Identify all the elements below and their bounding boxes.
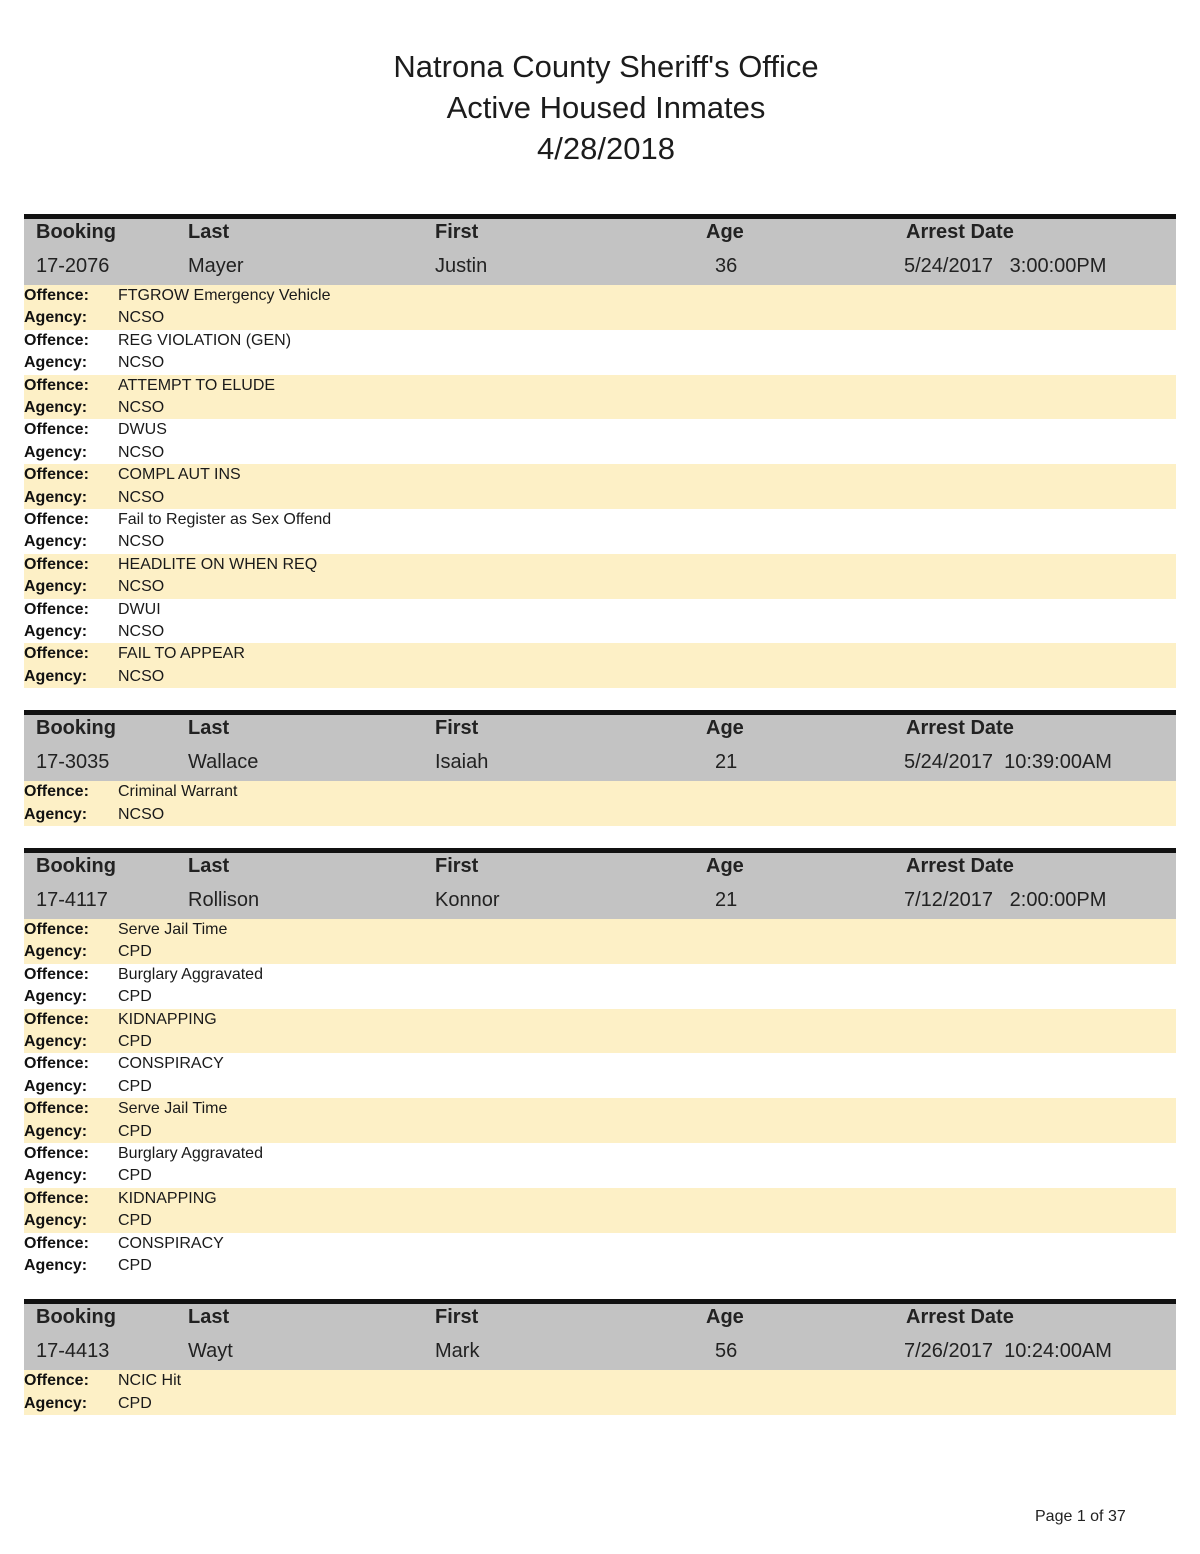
agency-line — [24, 1076, 1176, 1098]
offence-value: CONSPIRACY — [118, 1055, 224, 1073]
agency-value: CPD — [118, 943, 152, 961]
last-name-label: Last — [188, 1306, 230, 1329]
agency-line — [24, 1393, 1176, 1415]
first-name: Justin — [435, 255, 488, 277]
agency-label: Agency: — [24, 398, 88, 416]
agency-value: CPD — [118, 1122, 152, 1140]
agency-value: CPD — [118, 1077, 152, 1095]
agency-value: NCSO — [118, 309, 165, 327]
offence-label: Offence: — [24, 466, 89, 484]
record-header — [24, 214, 1176, 285]
offence-line — [24, 330, 1176, 352]
offence-line — [24, 1053, 1176, 1075]
offence-line — [24, 554, 1176, 576]
agency-label: Agency: — [24, 943, 88, 961]
agency-label: Agency: — [24, 988, 88, 1006]
charge-entry — [24, 330, 1176, 375]
offence-value: KIDNAPPING — [118, 1010, 217, 1028]
offence-label: Offence: — [24, 376, 89, 394]
last-name-label: Last — [188, 717, 230, 740]
offence-label: Offence: — [24, 1189, 89, 1207]
offence-line — [24, 375, 1176, 397]
offence-value: Serve Jail Time — [118, 920, 228, 938]
arrest-date-value: 7/26/2017 10:24:00AM — [904, 1340, 1112, 1363]
offence-value: FAIL TO APPEAR — [118, 645, 245, 663]
first-name-label: First — [435, 1306, 479, 1329]
offence-value: Criminal Warrant — [118, 783, 238, 801]
charge-entry — [24, 509, 1176, 554]
agency-line — [24, 1031, 1176, 1053]
inmate-record — [24, 710, 1176, 826]
charge-entry — [24, 964, 1176, 1009]
booking-number: 17-3035 — [36, 751, 110, 774]
agency-line — [24, 804, 1176, 826]
offence-label: Offence: — [24, 645, 89, 663]
inmate-record — [24, 848, 1176, 1277]
agency-value: CPD — [118, 988, 152, 1006]
first-name-label: First — [435, 717, 479, 740]
last-name: Mayer — [188, 255, 244, 277]
charge-entry — [24, 1053, 1176, 1098]
record-header — [24, 848, 1176, 919]
offence-value: Burglary Aggravated — [118, 1144, 263, 1162]
offence-label: Offence: — [24, 555, 89, 573]
offence-label: Offence: — [24, 920, 89, 938]
agency-line — [24, 442, 1176, 464]
agency-line — [24, 666, 1176, 688]
offence-line — [24, 1233, 1176, 1255]
offence-label: Offence: — [24, 421, 89, 439]
charge-entry — [24, 419, 1176, 464]
offence-line — [24, 599, 1176, 621]
agency-line — [24, 986, 1176, 1008]
agency-line — [24, 1255, 1176, 1277]
age-value: 56 — [715, 1340, 738, 1363]
arrest-date-value: 5/24/2017 10:39:00AM — [904, 751, 1112, 774]
offence-value: REG VIOLATION (GEN) — [118, 331, 292, 349]
booking-number: 17-4117 — [36, 888, 108, 911]
agency-label: Agency: — [24, 1212, 88, 1230]
agency-value: NCSO — [118, 667, 165, 685]
agency-value: CPD — [118, 1256, 152, 1274]
offence-line — [24, 1188, 1176, 1210]
last-name-label: Last — [188, 221, 230, 243]
agency-label: Agency: — [24, 622, 88, 640]
first-name: Isaiah — [435, 751, 489, 774]
offence-label: Offence: — [24, 1372, 89, 1390]
agency-value: NCSO — [118, 578, 165, 596]
arrest-date-label: Arrest Date — [906, 717, 1014, 740]
offence-value: Fail to Register as Sex Offend — [118, 510, 332, 528]
age-label: Age — [706, 717, 744, 740]
offence-value: ATTEMPT TO ELUDE — [118, 376, 276, 394]
offence-line — [24, 1370, 1176, 1392]
age-value: 36 — [715, 255, 738, 277]
offence-label: Offence: — [24, 600, 89, 618]
agency-label: Agency: — [24, 578, 88, 596]
age-value: 21 — [715, 888, 738, 911]
charge-entry — [24, 285, 1176, 330]
agency-line — [24, 1165, 1176, 1187]
charge-entry — [24, 375, 1176, 420]
agency-value: NCSO — [118, 443, 165, 461]
charge-entry — [24, 599, 1176, 644]
offence-label: Offence: — [24, 1100, 89, 1118]
offence-value: Serve Jail Time — [118, 1100, 228, 1118]
agency-value: CPD — [118, 1032, 152, 1050]
offence-line — [24, 419, 1176, 441]
last-name-label: Last — [188, 854, 230, 877]
offence-value: DWUI — [118, 600, 161, 618]
agency-line — [24, 621, 1176, 643]
agency-label: Agency: — [24, 1167, 88, 1185]
arrest-date-label: Arrest Date — [906, 854, 1014, 877]
arrest-date-label: Arrest Date — [906, 221, 1014, 243]
offence-line — [24, 1098, 1176, 1120]
offence-line — [24, 464, 1176, 486]
record-header — [24, 710, 1176, 781]
agency-value: NCSO — [118, 533, 165, 551]
agency-value: NCSO — [118, 354, 165, 372]
first-name-label: First — [435, 221, 479, 243]
offence-line — [24, 1143, 1176, 1165]
agency-label: Agency: — [24, 1256, 88, 1274]
last-name: Wallace — [188, 751, 259, 774]
offence-value: DWUS — [118, 421, 167, 439]
report-title: Natrona County Sheriff's Office — [393, 49, 819, 84]
offence-value: KIDNAPPING — [118, 1189, 217, 1207]
charge-entry — [24, 1143, 1176, 1188]
age-value: 21 — [715, 751, 738, 774]
age-label: Age — [706, 1306, 744, 1329]
age-label: Age — [706, 854, 744, 877]
agency-label: Agency: — [24, 443, 88, 461]
offence-value: CONSPIRACY — [118, 1234, 224, 1252]
agency-label: Agency: — [24, 309, 88, 327]
agency-line — [24, 397, 1176, 419]
agency-value: NCSO — [118, 805, 165, 823]
agency-value: NCSO — [118, 622, 165, 640]
inmate-record — [24, 214, 1176, 688]
agency-label: Agency: — [24, 1394, 88, 1412]
agency-line — [24, 487, 1176, 509]
agency-line — [24, 1210, 1176, 1232]
agency-line — [24, 1121, 1176, 1143]
agency-label: Agency: — [24, 488, 88, 506]
record-header — [24, 1299, 1176, 1370]
first-name: Mark — [435, 1340, 480, 1363]
page-number: Page 1 of 37 — [1035, 1508, 1126, 1525]
agency-label: Agency: — [24, 533, 88, 551]
charge-entry — [24, 554, 1176, 599]
booking-label: Booking — [36, 1306, 116, 1329]
offence-line — [24, 964, 1176, 986]
agency-label: Agency: — [24, 354, 88, 372]
arrest-date-value: 5/24/2017 3:00:00PM — [904, 255, 1107, 277]
first-name: Konnor — [435, 888, 500, 911]
agency-value: CPD — [118, 1167, 152, 1185]
offence-line — [24, 919, 1176, 941]
offence-label: Offence: — [24, 1010, 89, 1028]
agency-label: Agency: — [24, 1077, 88, 1095]
report-title-block — [0, 46, 1200, 169]
offence-label: Offence: — [24, 510, 89, 528]
inmate-records — [24, 214, 1176, 1437]
agency-line — [24, 576, 1176, 598]
offence-label: Offence: — [24, 331, 89, 349]
age-label: Age — [706, 221, 744, 243]
offence-value: COMPL AUT INS — [118, 466, 241, 484]
offence-label: Offence: — [24, 783, 89, 801]
agency-value: NCSO — [118, 398, 165, 416]
offence-label: Offence: — [24, 287, 89, 304]
charge-entry — [24, 1188, 1176, 1233]
offence-line — [24, 1009, 1176, 1031]
charge-entry — [24, 919, 1176, 964]
booking-label: Booking — [36, 221, 116, 243]
charge-entry — [24, 1233, 1176, 1278]
offence-value: Burglary Aggravated — [118, 965, 263, 983]
agency-label: Agency: — [24, 1032, 88, 1050]
offence-line — [24, 285, 1176, 307]
charge-entry — [24, 464, 1176, 509]
agency-value: CPD — [118, 1212, 152, 1230]
agency-line — [24, 941, 1176, 963]
offence-value: FTGROW Emergency Vehicle — [118, 287, 331, 304]
agency-value: NCSO — [118, 488, 165, 506]
arrest-date-value: 7/12/2017 2:00:00PM — [904, 888, 1107, 911]
arrest-date-label: Arrest Date — [906, 1306, 1014, 1329]
agency-label: Agency: — [24, 805, 88, 823]
agency-line — [24, 352, 1176, 374]
report-date: 4/28/2018 — [537, 131, 675, 166]
offence-label: Offence: — [24, 1144, 89, 1162]
booking-label: Booking — [36, 717, 116, 740]
last-name: Rollison — [188, 888, 260, 911]
inmate-record — [24, 1299, 1176, 1415]
offence-label: Offence: — [24, 1234, 89, 1252]
booking-label: Booking — [36, 854, 116, 877]
agency-label: Agency: — [24, 1122, 88, 1140]
offence-label: Offence: — [24, 1055, 89, 1073]
offence-line — [24, 781, 1176, 803]
agency-line — [24, 531, 1176, 553]
offence-label: Offence: — [24, 965, 89, 983]
charge-entry — [24, 781, 1176, 826]
agency-value: CPD — [118, 1394, 152, 1412]
offence-line — [24, 509, 1176, 531]
charge-entry — [24, 1098, 1176, 1143]
report-subtitle: Active Housed Inmates — [446, 90, 766, 125]
first-name-label: First — [435, 854, 479, 877]
agency-label: Agency: — [24, 667, 88, 685]
offence-line — [24, 643, 1176, 665]
charge-entry — [24, 1009, 1176, 1054]
last-name: Wayt — [188, 1340, 233, 1363]
charge-entry — [24, 1370, 1176, 1415]
agency-line — [24, 307, 1176, 329]
offence-value: NCIC Hit — [118, 1372, 182, 1390]
offence-value: HEADLITE ON WHEN REQ — [118, 555, 318, 573]
charge-entry — [24, 643, 1176, 688]
booking-number: 17-4413 — [36, 1340, 110, 1363]
booking-number: 17-2076 — [36, 255, 110, 277]
